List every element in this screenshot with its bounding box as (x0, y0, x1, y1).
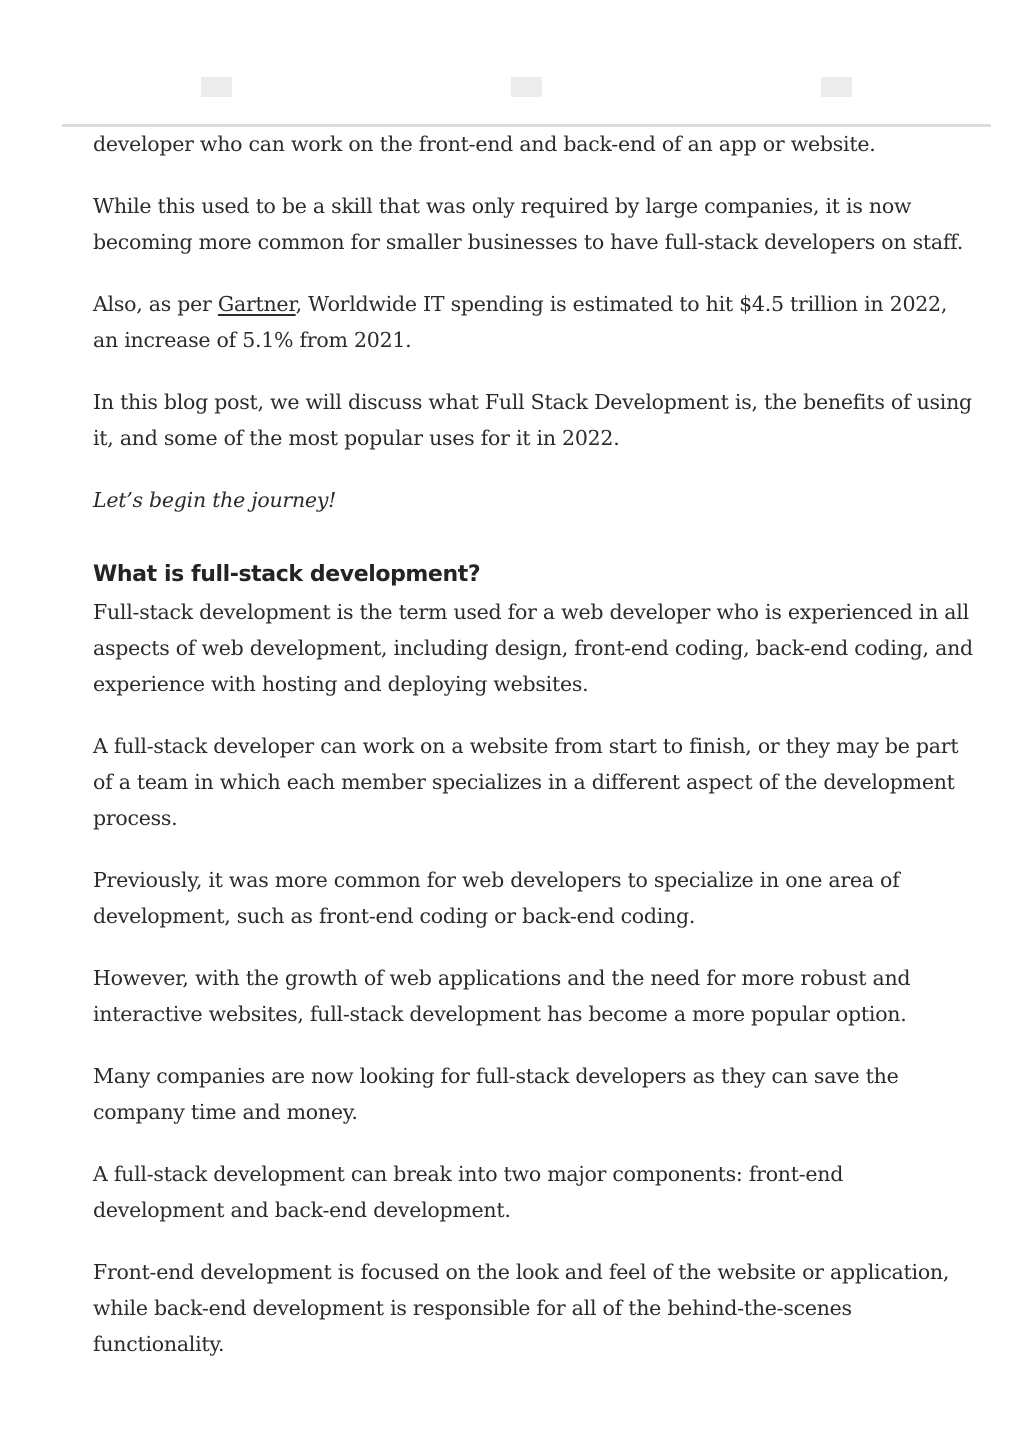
paragraph-blog-post: In this blog post, we will discuss what Full Stack Development is, the benefits of using it, and some of the most popular uses for it in 2022. (93, 390, 972, 450)
section-heading: What is full-stack development? (93, 562, 481, 587)
toolbar-placeholder-1 (201, 77, 232, 97)
gartner-text-before: Also, as per (93, 292, 218, 316)
paragraph-journey (93, 482, 973, 518)
gartner-link[interactable]: Gartner (217, 292, 296, 316)
toolbar-placeholder-2 (511, 77, 542, 97)
paragraph-start-to-finish: A full-stack developer can work on a website from start to finish, or they may be part of a team in which each member specializes in a different aspect of the development process. (93, 734, 959, 830)
journey-text: Let’s begin the journey! (93, 488, 337, 512)
paragraph-components: A full-stack development can break into two major components: front-end development and back-end development. (93, 1162, 844, 1222)
article-body (93, 126, 973, 1388)
paragraph-small-business: While this used to be a skill that was only required by large companies, it is now becoming more common for smaller businesses to have full-stack developers on staff. (93, 194, 964, 254)
paragraph-companies: Many companies are now looking for full-stack developers as they can save the company time and money. (93, 1064, 899, 1124)
paragraph-previously: Previously, it was more common for web developers to specialize in one area of development, such as front-end coding or back-end coding. (93, 868, 900, 928)
intro-fragment: developer who can work on the front-end and back-end of an app or website. (93, 132, 876, 156)
paragraph-definition: Full-stack development is the term used for a web developer who is experienced in all aspects of web development, including design, front-end coding, back-end coding, and experience with hosting and deploying websites. (93, 600, 973, 696)
paragraph-front-back: Front-end development is focused on the look and feel of the website or application, while back-end development is responsible for all of the behind-the-scenes functionality. (93, 1260, 950, 1356)
paragraph-however: However, with the growth of web applications and the need for more robust and interactive websites, full-stack development has become a more popular option. (93, 966, 911, 1026)
paragraph-gartner (93, 286, 973, 358)
toolbar-placeholder-3 (821, 77, 852, 97)
gartner-text-after: , Worldwide IT spending is estimated to hit $4.5 trillion in 2022, an increase of 5.1% from 2021. (93, 292, 948, 352)
top-bar (62, 0, 991, 127)
